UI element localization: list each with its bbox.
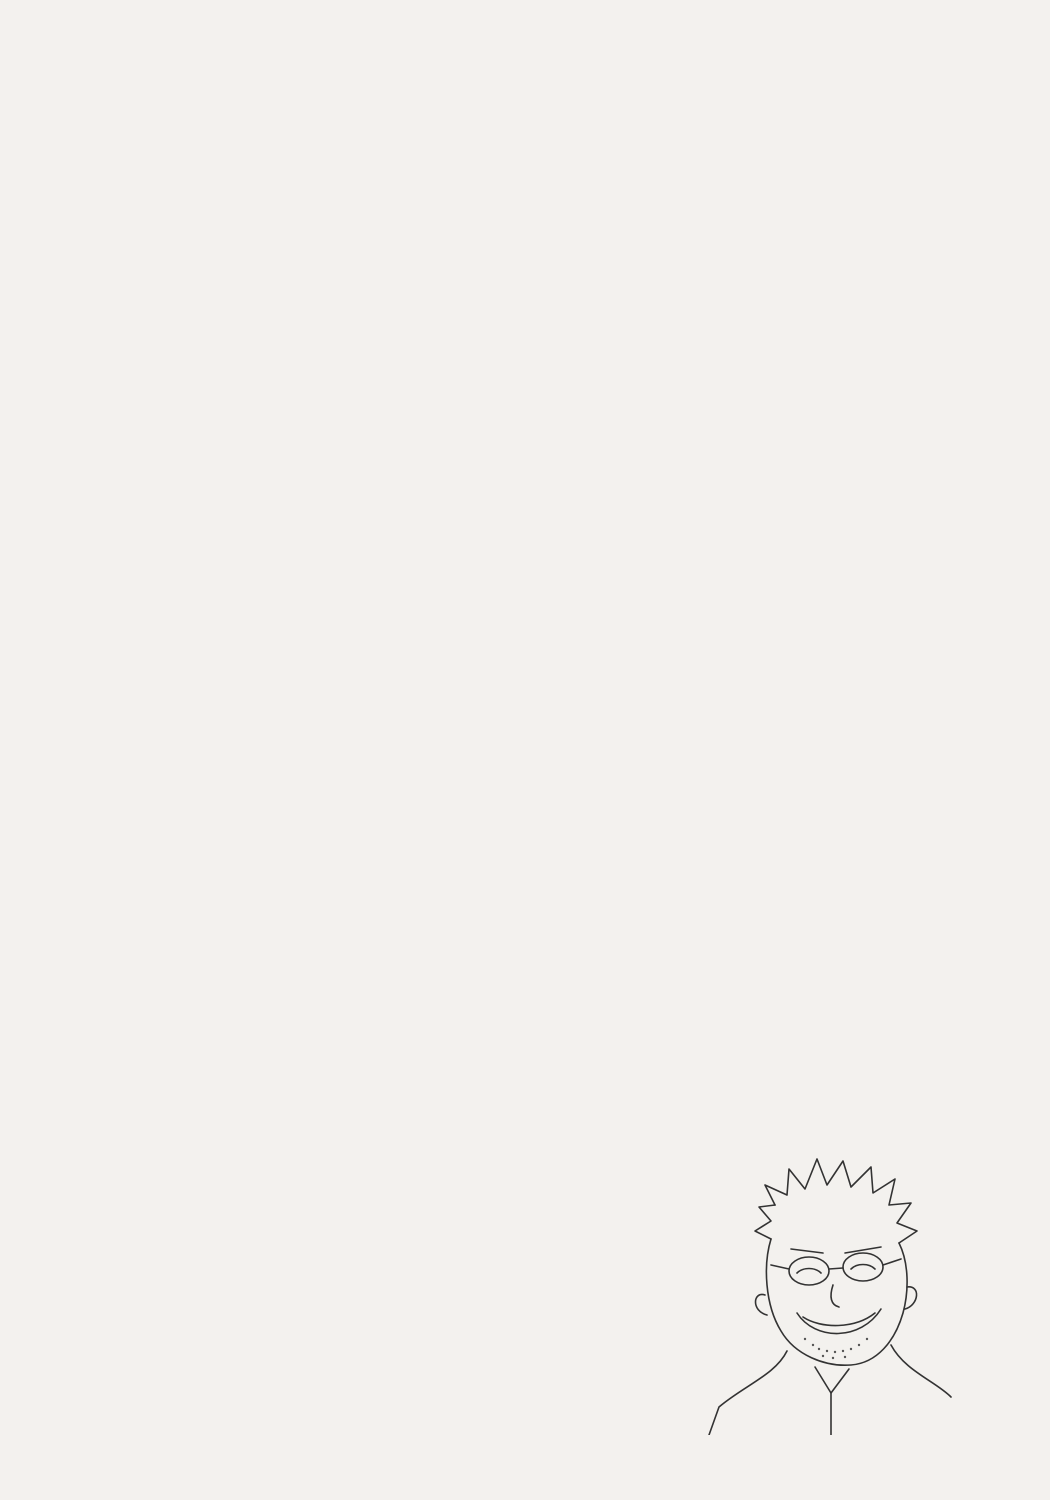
top-flower-border — [0, 0, 1050, 80]
bottom-flower-border — [0, 1410, 1050, 1500]
portrait-sketch-icon — [705, 1145, 955, 1435]
